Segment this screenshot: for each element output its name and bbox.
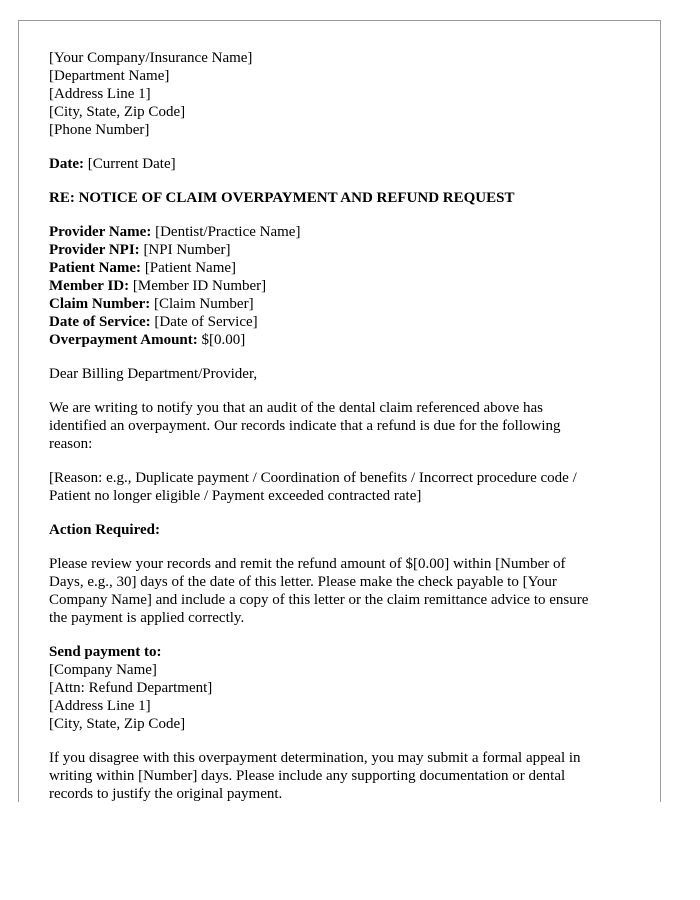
claim-detail-claim-number <box>49 295 639 313</box>
intro-line: identified an overpayment. Our records indicate that a refund is due for the following <box>49 418 561 434</box>
payment-address-block <box>49 643 639 733</box>
date-label: Date: <box>49 156 84 172</box>
claim-detail-value: [Date of Service] <box>154 314 258 330</box>
appeal-line: writing within [Number] days. Please include any supporting documentation or dental <box>49 768 566 784</box>
sender-phone: [Phone Number] <box>49 122 150 138</box>
claim-detail-label: Claim Number: <box>49 296 151 312</box>
action-line: the payment is applied correctly. <box>49 610 245 626</box>
claim-detail-provider-name <box>49 223 639 241</box>
claim-detail-value: [Dentist/Practice Name] <box>155 224 301 240</box>
claim-detail-value: [Claim Number] <box>154 296 254 312</box>
payment-company: [Company Name] <box>49 662 157 678</box>
payment-address: [Address Line 1] <box>49 698 151 714</box>
claim-detail-overpayment-amount <box>49 331 639 349</box>
intro-line: reason: <box>49 436 93 452</box>
action-heading-line <box>49 521 639 539</box>
claim-details <box>49 223 639 349</box>
appeal-line: If you disagree with this overpayment determination, you may submit a formal appeal in <box>49 750 581 766</box>
claim-detail-label: Overpayment Amount: <box>49 332 198 348</box>
sender-department: [Department Name] <box>49 68 170 84</box>
reason-line: [Reason: e.g., Duplicate payment / Coordination of benefits / Incorrect procedure code / <box>49 470 577 486</box>
claim-detail-value: $[0.00] <box>201 332 246 348</box>
date-value: [Current Date] <box>87 156 176 172</box>
action-line: Days, e.g., 30] days of the date of this letter. Please make the check payable to [Your <box>49 574 557 590</box>
sender-address: [Address Line 1] <box>49 86 151 102</box>
action-line: Please review your records and remit the refund amount of $[0.00] within [Number of <box>49 556 566 572</box>
sender-block <box>49 49 639 139</box>
claim-detail-label: Provider NPI: <box>49 242 140 258</box>
intro-line: We are writing to notify you that an audit of the dental claim referenced above has <box>49 400 544 416</box>
sender-city: [City, State, Zip Code] <box>49 104 186 120</box>
claim-detail-label: Patient Name: <box>49 260 142 276</box>
action-line: Company Name] and include a copy of this letter or the claim remittance advice to ensure <box>49 592 589 608</box>
letter-page <box>18 20 661 802</box>
claim-detail-value: [NPI Number] <box>143 242 231 258</box>
payment-city: [City, State, Zip Code] <box>49 716 186 732</box>
salutation: Dear Billing Department/Provider, <box>49 366 258 382</box>
claim-detail-label: Member ID: <box>49 278 130 294</box>
claim-detail-member-id <box>49 277 639 295</box>
claim-detail-provider-npi <box>49 241 639 259</box>
subject-line <box>49 189 639 207</box>
action-paragraph <box>49 555 639 627</box>
date-line <box>49 155 639 173</box>
letter-content <box>49 49 639 802</box>
appeal-paragraph <box>49 749 639 802</box>
intro-paragraph <box>49 399 639 453</box>
claim-detail-date-of-service <box>49 313 639 331</box>
claim-detail-label: Date of Service: <box>49 314 151 330</box>
subject-text: RE: NOTICE OF CLAIM OVERPAYMENT AND REFUND REQUEST <box>49 190 515 206</box>
claim-detail-patient-name <box>49 259 639 277</box>
reason-paragraph <box>49 469 639 505</box>
sender-company: [Your Company/Insurance Name] <box>49 50 253 66</box>
payment-heading: Send payment to: <box>49 644 162 660</box>
payment-attn: [Attn: Refund Department] <box>49 680 213 696</box>
claim-detail-label: Provider Name: <box>49 224 152 240</box>
action-heading: Action Required: <box>49 522 160 538</box>
reason-line: Patient no longer eligible / Payment exceeded contracted rate] <box>49 488 422 504</box>
claim-detail-value: [Patient Name] <box>144 260 237 276</box>
claim-detail-value: [Member ID Number] <box>132 278 267 294</box>
appeal-line: records to justify the original payment. <box>49 786 283 802</box>
